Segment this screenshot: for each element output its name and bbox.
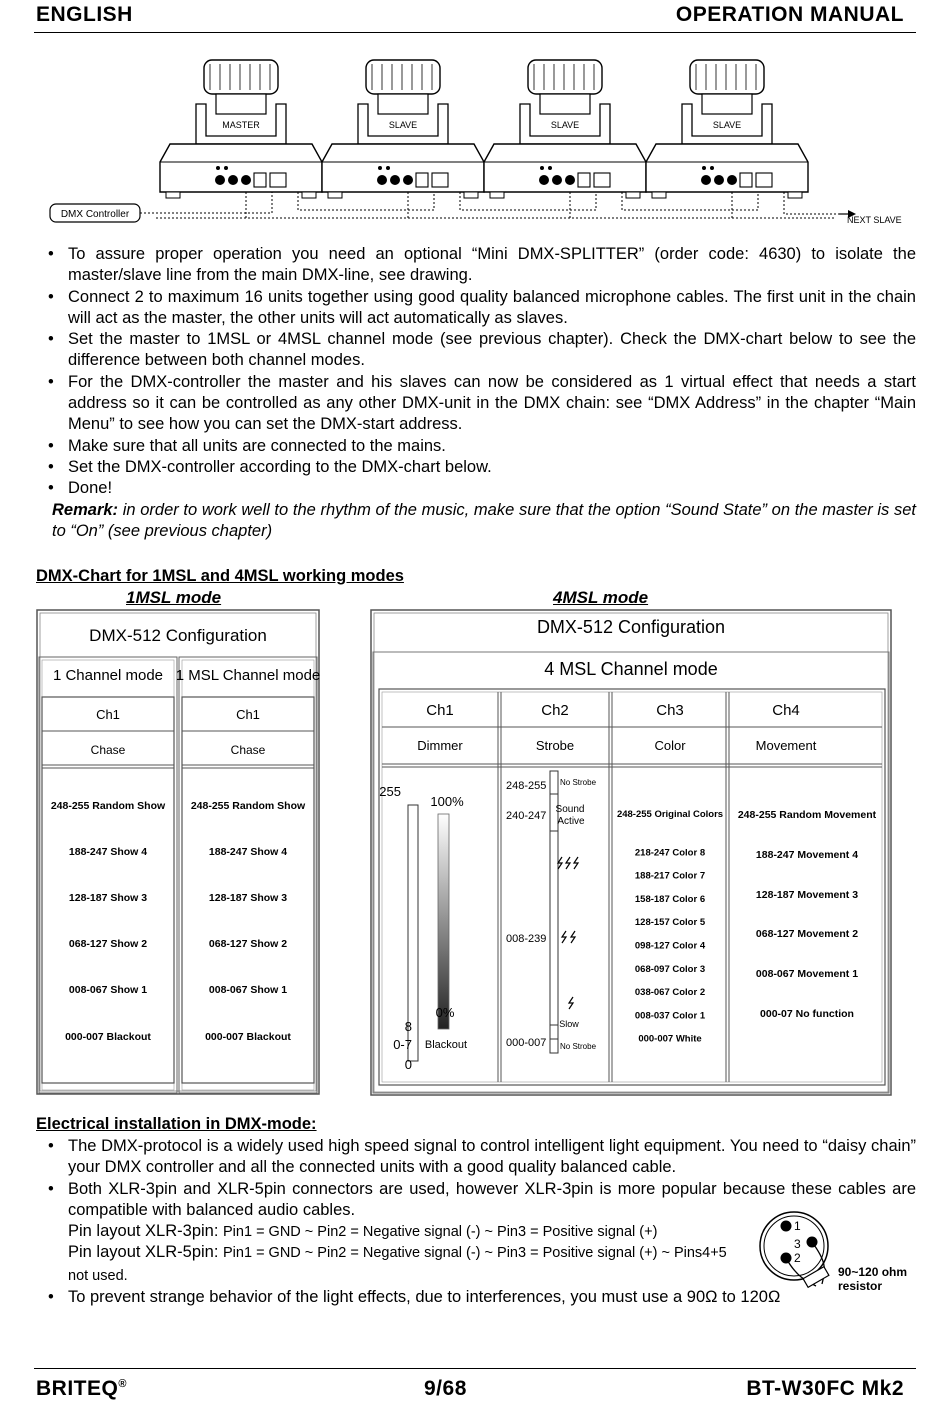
pin-2-label: 2	[794, 1251, 801, 1265]
table1-row: 008-067 Show 1	[208, 984, 288, 996]
strobe-no-strobe-2: No Strobe	[560, 1042, 597, 1051]
color-row: 000-007 White	[638, 1033, 702, 1045]
remark-text: in order to work well to the rhythm of the music, make sure that the option “Sound State” on the master is set to “On” (see previous chapter)	[52, 500, 916, 540]
list-item: • The DMX-protocol is a widely used high speed signal to control intelligent light equipment. You need to “daisy chain” your DMX controller and all the connected units with a good quality balanced cable.	[48, 1137, 916, 1177]
color-row: 248-255 Original Colors	[616, 809, 724, 820]
strobe-slow-label: Slow	[559, 1019, 579, 1029]
electrical-title: Electrical installation in DMX-mode:	[36, 1115, 317, 1133]
xlr-connector-icon	[539, 175, 549, 185]
list-item: • To prevent strange behavior of the light effects, due to interferences, you must use a 90Ω to 120Ω	[48, 1288, 781, 1307]
table4-function-label: Dimmer	[417, 738, 463, 753]
strobe-range-2: 240-247	[506, 810, 547, 822]
resistor-label: resistor	[838, 1279, 883, 1293]
xlr-connector-icon	[727, 175, 737, 185]
xlr-connector-icon	[403, 175, 413, 185]
xlr-connector-icon	[701, 175, 711, 185]
power-socket-icon	[740, 173, 752, 187]
fixture-unit	[484, 60, 646, 198]
table1-row: 008-067 Show 1	[68, 984, 148, 996]
fixture-unit-label: SLAVE	[550, 120, 580, 130]
color-row: 218-247 Color 8	[634, 847, 706, 859]
fixture-unit	[646, 60, 808, 198]
list-item: • For the DMX-controller the master and his slaves can now be considered as 1 virtual effect that needs a start address so it can be controlled as any other DMX-unit in the DMX chain: see “DMX Address” in the chapter “Main Menu” to see how you can set the DMX-start address.	[48, 372, 916, 434]
remark-label: Remark:	[52, 500, 119, 519]
footer-brand: BRITEQ®	[36, 1377, 127, 1400]
pin-layout-5pin: Pin layout XLR-5pin: Pin1 = GND ~ Pin2 = Negative signal (-) ~ Pin3 = Positive signal (+) ~ Pins4+5 not used.	[68, 1243, 727, 1284]
strobe-no-strobe-1: No Strobe	[560, 778, 597, 787]
xlr-connector-icon	[552, 175, 562, 185]
xlr-connector-icon	[714, 175, 724, 185]
table1-title: DMX-512 Configuration	[89, 626, 267, 645]
table1-mode-label: 1 Channel mode	[52, 667, 164, 684]
table1-row: 248-255 Random Show	[50, 800, 166, 812]
dimmer-blackout-label: Blackout	[424, 1039, 468, 1051]
table4-function-label: Strobe	[535, 738, 575, 753]
color-row: 068-097 Color 3	[634, 963, 706, 975]
table1-row: 000-007 Blackout	[205, 1031, 291, 1043]
list-item: • Connect 2 to maximum 16 units together using good quality balanced microphone cables. The first unit in the chain will act as the master, the other units will act automatically as slaves.	[48, 287, 916, 327]
page-number: 9/68	[424, 1377, 467, 1400]
power-socket-icon	[416, 173, 428, 187]
remark-note	[36, 500, 916, 543]
power-socket-icon	[254, 173, 266, 187]
color-row: 098-127 Color 4	[634, 940, 706, 952]
table1-function-label: Chase	[90, 743, 126, 757]
list-item: • Set the DMX-controller according to the DMX-chart below.	[48, 457, 492, 476]
xlr-connector-icon	[228, 175, 238, 185]
xlr-connector-icon	[565, 175, 575, 185]
power-socket-icon	[756, 173, 772, 187]
header-rule	[34, 32, 916, 33]
table1-row: 000-007 Blackout	[65, 1031, 151, 1043]
table1-channel-label: Ch1	[96, 707, 120, 722]
dmx-table-1msl	[36, 609, 320, 1095]
dmx-table-4msl	[370, 609, 892, 1096]
table1-row: 128-187 Show 3	[208, 892, 288, 904]
color-row: 008-037 Color 1	[634, 1010, 706, 1022]
strobe-sound-active-1: Sound	[555, 804, 585, 815]
xlr-connector-icon	[377, 175, 387, 185]
dimmer-255-label: 255	[379, 784, 401, 799]
fixture-unit-label: MASTER	[222, 120, 260, 130]
table4-channel-label: Ch2	[541, 702, 569, 719]
table4-function-label: Color	[654, 738, 686, 753]
movement-row: 008-067 Movement 1	[755, 968, 859, 980]
list-item: • Both XLR-3pin and XLR-5pin connectors are used, however XLR-3pin is more popular because these cables are compatible with balanced audio cables.	[48, 1179, 916, 1219]
header-language: ENGLISH	[36, 3, 133, 26]
fixture-unit	[160, 60, 322, 198]
xlr-connector-icon	[390, 175, 400, 185]
power-socket-icon	[594, 173, 610, 187]
list-item: • Done!	[48, 479, 113, 498]
xlr-connector-icon	[215, 175, 225, 185]
movement-row: 068-127 Movement 2	[755, 928, 859, 940]
dmx-controller-label: DMX Controller	[60, 209, 130, 220]
mode-4msl-label: 4MSL mode	[553, 588, 649, 607]
color-row: 128-157 Color 5	[634, 917, 706, 929]
strobe-range-3: 008-239	[506, 933, 547, 945]
color-row: 158-187 Color 6	[634, 893, 706, 905]
table4-function-label: Movement	[755, 738, 817, 753]
next-slave-label: NEXT SLAVE	[847, 215, 902, 225]
footer-model: BT-W30FC Mk2	[746, 1377, 904, 1400]
table1-row: 188-247 Show 4	[68, 846, 148, 858]
fixture-unit-label: SLAVE	[712, 120, 742, 130]
movement-row: 248-255 Random Movement	[737, 809, 877, 821]
strobe-sound-active-2: Active	[557, 816, 585, 827]
power-socket-icon	[432, 173, 448, 187]
table1-row: 128-187 Show 3	[68, 892, 148, 904]
dimmer-0-7-label: 0-7	[393, 1037, 412, 1052]
xlr-resistor-diagram	[756, 1206, 918, 1298]
list-item: • Make sure that all units are connected to the mains.	[48, 436, 446, 455]
dimmer-0pct-label: 0%	[435, 1005, 455, 1020]
movement-row: 000-07 No function	[760, 1008, 854, 1020]
table4-channel-label: Ch1	[426, 702, 454, 719]
table4-channel-label: Ch4	[772, 702, 800, 719]
color-row: 038-067 Color 2	[634, 987, 706, 999]
color-row: 188-217 Color 7	[634, 870, 706, 882]
power-socket-icon	[578, 173, 590, 187]
table4-channel-label: Ch3	[656, 702, 684, 719]
resistor-value-label: 90~120 ohm	[838, 1265, 908, 1279]
list-item: • Set the master to 1MSL or 4MSL channel mode (see previous chapter). Check the DMX-chart below to see the difference between both channel modes.	[48, 330, 916, 370]
setup-bullets	[36, 244, 916, 542]
table1-row: 068-127 Show 2	[208, 938, 288, 950]
table1-function-label: Chase	[230, 743, 266, 757]
pin-1-label: 1	[794, 1219, 801, 1233]
fixture-unit	[322, 60, 484, 198]
footer-rule	[34, 1368, 916, 1369]
pin-3-label: 3	[794, 1237, 801, 1251]
pin-layout-3pin: Pin layout XLR-3pin: Pin1 = GND ~ Pin2 = Negative signal (-) ~ Pin3 = Positive signal (+)	[68, 1222, 658, 1241]
table1-channel-label: Ch1	[236, 707, 260, 722]
table4-mode: 4 MSL Channel mode	[544, 659, 718, 679]
table4-title: DMX-512 Configuration	[536, 617, 726, 637]
fixture-unit-label: SLAVE	[388, 120, 418, 130]
header-title: OPERATION MANUAL	[675, 3, 904, 26]
master-slave-diagram	[36, 52, 916, 232]
table1-row: 068-127 Show 2	[68, 938, 148, 950]
dimmer-0-label: 0	[404, 1057, 412, 1072]
chart-section-title: DMX-Chart for 1MSL and 4MSL working modes	[36, 567, 404, 585]
strobe-range-1: 248-255	[506, 780, 547, 792]
table1-row: 248-255 Random Show	[190, 800, 306, 812]
table1-mode-label: 1 MSL Channel mode	[175, 667, 320, 684]
strobe-range-4: 000-007	[506, 1037, 547, 1049]
list-item: • To assure proper operation you need an optional “Mini DMX-SPLITTER” (order code: 4630) to isolate the master/slave line from the main DMX-line, see drawing.	[48, 245, 916, 285]
mode-1msl-label: 1MSL mode	[126, 588, 222, 607]
dimmer-8-label: 8	[404, 1019, 412, 1034]
dimmer-100pct-label: 100%	[430, 794, 464, 809]
movement-row: 128-187 Movement 3	[755, 889, 859, 901]
xlr-connector-icon	[241, 175, 251, 185]
movement-row: 188-247 Movement 4	[755, 849, 859, 861]
table1-row: 188-247 Show 4	[208, 846, 288, 858]
power-socket-icon	[270, 173, 286, 187]
